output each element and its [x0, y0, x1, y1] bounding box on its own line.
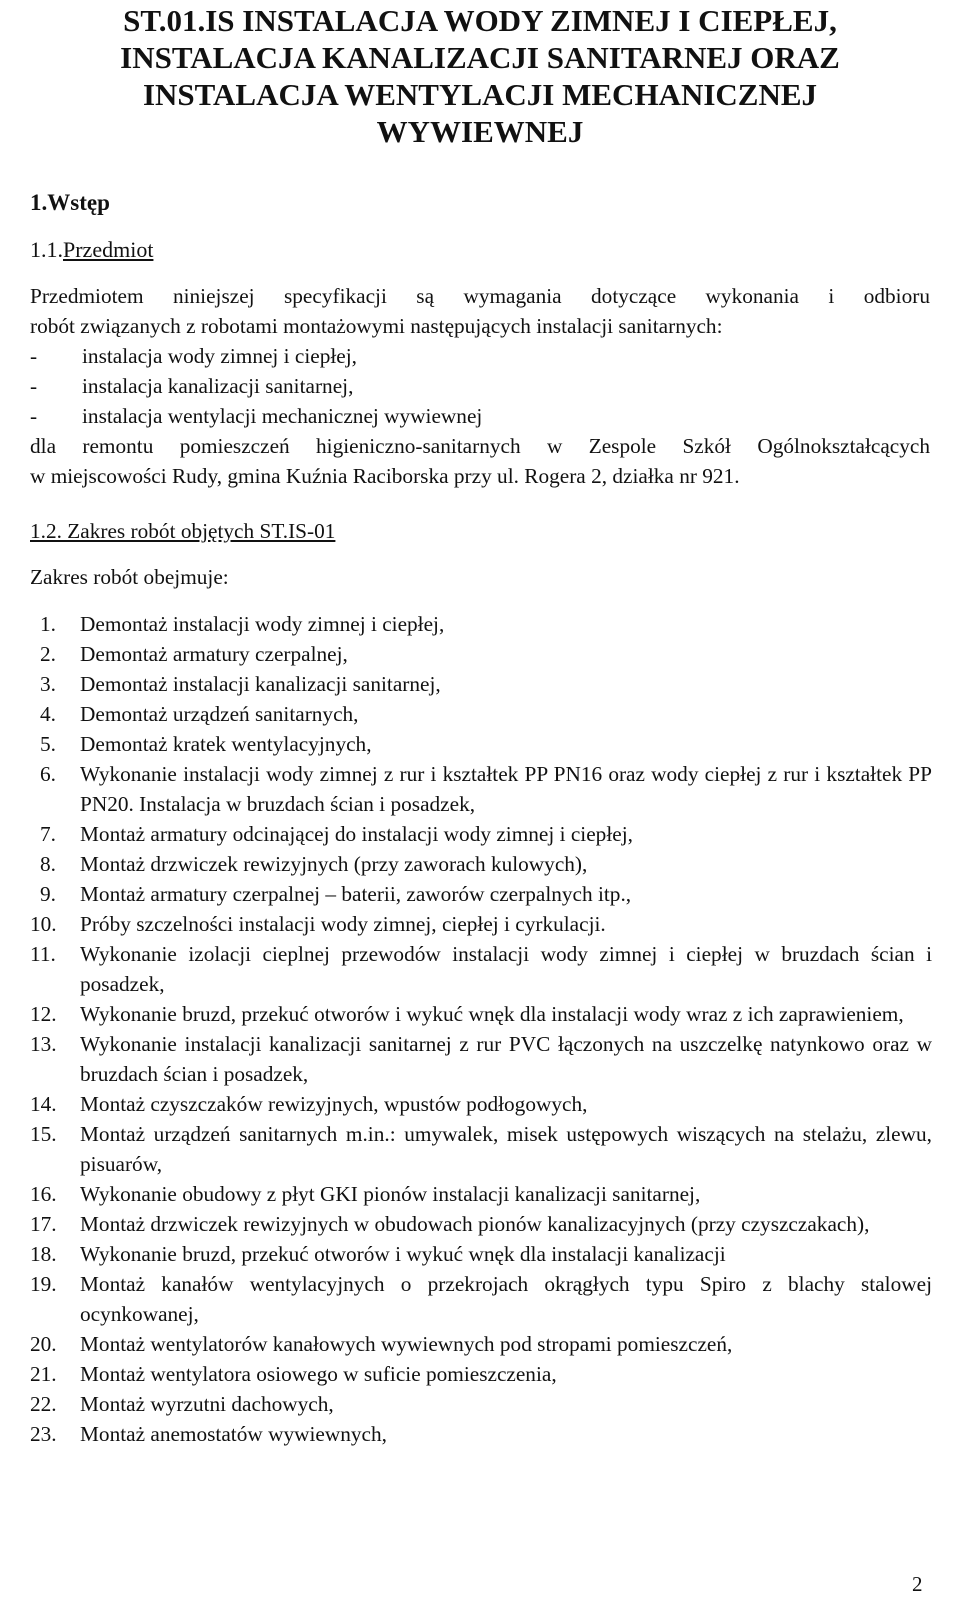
list-item [30, 939, 932, 999]
list-item [30, 1179, 932, 1209]
bullet-text: instalacja wentylacji mechanicznej wywiewnej [82, 404, 483, 428]
scope-list [30, 609, 932, 1449]
list-item [30, 1329, 932, 1359]
title-line-2: INSTALACJA KANALIZACJI SANITARNEJ ORAZ [120, 40, 840, 75]
title-line-4: WYWIEWNEJ [376, 114, 584, 149]
list-item-number: 7. [40, 822, 56, 846]
list-item-number: 12. [30, 1002, 57, 1026]
list-item [30, 759, 932, 819]
list-item-text: Montaż urządzeń sanitarnych m.in.: umywalek, misek ustępowych wiszących na stelażu, zlewu, pisuarów, [80, 1122, 932, 1176]
list-item [30, 699, 932, 729]
title-line-1: ST.01.IS INSTALACJA WODY ZIMNEJ I CIEPŁEJ, [123, 3, 837, 38]
list-item-text: Montaż armatury czerpalnej – baterii, zaworów czerpalnych itp., [80, 882, 632, 906]
list-item [30, 639, 932, 669]
list-item [30, 819, 932, 849]
subject-paragraph [30, 281, 930, 491]
list-item [30, 729, 932, 759]
subsection-number: 1.1. [30, 237, 63, 262]
bullet-dash: - [30, 374, 38, 398]
list-item-text: Montaż drzwiczek rewizyjnych (przy zaworach kulowych), [80, 852, 588, 876]
bullet-item [30, 341, 930, 371]
list-item-text: Montaż anemostatów wywiewnych, [80, 1422, 387, 1446]
list-item-number: 20. [30, 1332, 57, 1356]
list-item-text: Demontaż kratek wentylacyjnych, [80, 732, 372, 756]
section-heading-scope: 1.2. Zakres robót objętych ST.IS-01 [30, 519, 336, 543]
list-item-text: Wykonanie obudowy z płyt GKI pionów instalacji kanalizacji sanitarnej, [80, 1182, 701, 1206]
list-item-number: 21. [30, 1362, 57, 1386]
list-item-text: Montaż kanałów wentylacyjnych o przekrojach okrągłych typu Spiro z blachy stalowej ocynkowanej, [80, 1272, 932, 1326]
list-item-text: Montaż czyszczaków rewizyjnych, wpustów podłogowych, [80, 1092, 588, 1116]
list-item [30, 879, 932, 909]
document-title [30, 2, 930, 150]
list-item-number: 11. [30, 942, 56, 966]
bullet-item [30, 401, 930, 431]
list-item-number: 17. [30, 1212, 57, 1236]
list-item-number: 6. [40, 762, 56, 786]
intro-line-2: robót związanych z robotami montażowymi następujących instalacji sanitarnych: [30, 314, 723, 338]
list-item-number: 13. [30, 1032, 57, 1056]
list-item [30, 849, 932, 879]
outro-line-1: dla remontu pomieszczeń higieniczno-sanitarnych w Zespole Szkół Ogólnokształcących [30, 434, 930, 458]
list-item [30, 1419, 932, 1449]
list-item [30, 909, 932, 939]
bullet-text: instalacja kanalizacji sanitarnej, [82, 374, 354, 398]
list-item-number: 4. [40, 702, 56, 726]
bullet-dash: - [30, 404, 38, 428]
list-item-number: 18. [30, 1242, 57, 1266]
list-item-text: Wykonanie bruzd, przekuć otworów i wykuć wnęk dla instalacji kanalizacji [80, 1242, 726, 1266]
bullet-text: instalacja wody zimnej i ciepłej, [82, 344, 357, 368]
list-item-number: 10. [30, 912, 57, 936]
page-number: 2 [912, 1572, 923, 1596]
intro-line-1: Przedmiotem niniejszej specyfikacji są wymagania dotyczące wykonania i odbioru [30, 284, 930, 308]
subsection-heading-subject [30, 237, 153, 263]
bullet-item [30, 371, 930, 401]
list-item-text: Montaż drzwiczek rewizyjnych w obudowach pionów kanalizacyjnych (przy czyszczakach), [80, 1212, 870, 1236]
list-item-number: 2. [40, 642, 56, 666]
list-item-number: 22. [30, 1392, 57, 1416]
bullet-dash: - [30, 344, 38, 368]
list-item [30, 1389, 932, 1419]
outro-line-2: w miejscowości Rudy, gmina Kuźnia Raciborska przy ul. Rogera 2, działka nr 921. [30, 464, 740, 488]
list-item-text: Montaż armatury odcinającej do instalacji wody zimnej i ciepłej, [80, 822, 633, 846]
list-item-text: Wykonanie izolacji cieplnej przewodów instalacji wody zimnej i ciepłej w bruzdach ścian i posadzek, [80, 942, 932, 996]
title-line-3: INSTALACJA WENTYLACJI MECHANICZNEJ [142, 77, 818, 112]
list-item-text: Demontaż instalacji kanalizacji sanitarnej, [80, 672, 441, 696]
list-item-number: 8. [40, 852, 56, 876]
list-item [30, 1029, 932, 1089]
list-item [30, 669, 932, 699]
list-item [30, 1239, 932, 1269]
list-item [30, 1089, 932, 1119]
list-item-number: 5. [40, 732, 56, 756]
list-item-number: 3. [40, 672, 56, 696]
list-item-text: Montaż wentylatora osiowego w suficie pomieszczenia, [80, 1362, 557, 1386]
list-item-text: Montaż wyrzutni dachowych, [80, 1392, 334, 1416]
list-item [30, 1119, 932, 1179]
list-item [30, 1209, 932, 1239]
list-item-text: Demontaż armatury czerpalnej, [80, 642, 348, 666]
list-item [30, 609, 932, 639]
scope-intro: Zakres robót obejmuje: [30, 565, 229, 589]
list-item [30, 999, 932, 1029]
list-item-number: 9. [40, 882, 56, 906]
list-item-text: Wykonanie instalacji wody zimnej z rur i kształtek PP PN16 oraz wody ciepłej z rur i kształtek PP PN20. Instalacja w bruzdach ścian i posadzek, [80, 762, 932, 816]
list-item-number: 23. [30, 1422, 57, 1446]
list-item-number: 14. [30, 1092, 57, 1116]
subsection-label: Przedmiot [63, 237, 154, 262]
list-item-text: Próby szczelności instalacji wody zimnej, ciepłej i cyrkulacji. [80, 912, 606, 936]
list-item-number: 19. [30, 1272, 57, 1296]
section-heading-introduction: 1.Wstęp [30, 190, 110, 215]
list-item-number: 15. [30, 1122, 57, 1146]
list-item-number: 16. [30, 1182, 57, 1206]
list-item-text: Montaż wentylatorów kanałowych wywiewnych pod stropami pomieszczeń, [80, 1332, 733, 1356]
list-item [30, 1359, 932, 1389]
list-item-text: Demontaż instalacji wody zimnej i ciepłej, [80, 612, 445, 636]
list-item [30, 1269, 932, 1329]
list-item-text: Wykonanie instalacji kanalizacji sanitarnej z rur PVC łączonych na uszczelkę natynkowo oraz w bruzdach ścian i posadzek, [80, 1032, 932, 1086]
list-item-text: Demontaż urządzeń sanitarnych, [80, 702, 359, 726]
list-item-text: Wykonanie bruzd, przekuć otworów i wykuć wnęk dla instalacji wody wraz z ich zaprawieniem, [80, 1002, 904, 1026]
list-item-number: 1. [40, 612, 56, 636]
